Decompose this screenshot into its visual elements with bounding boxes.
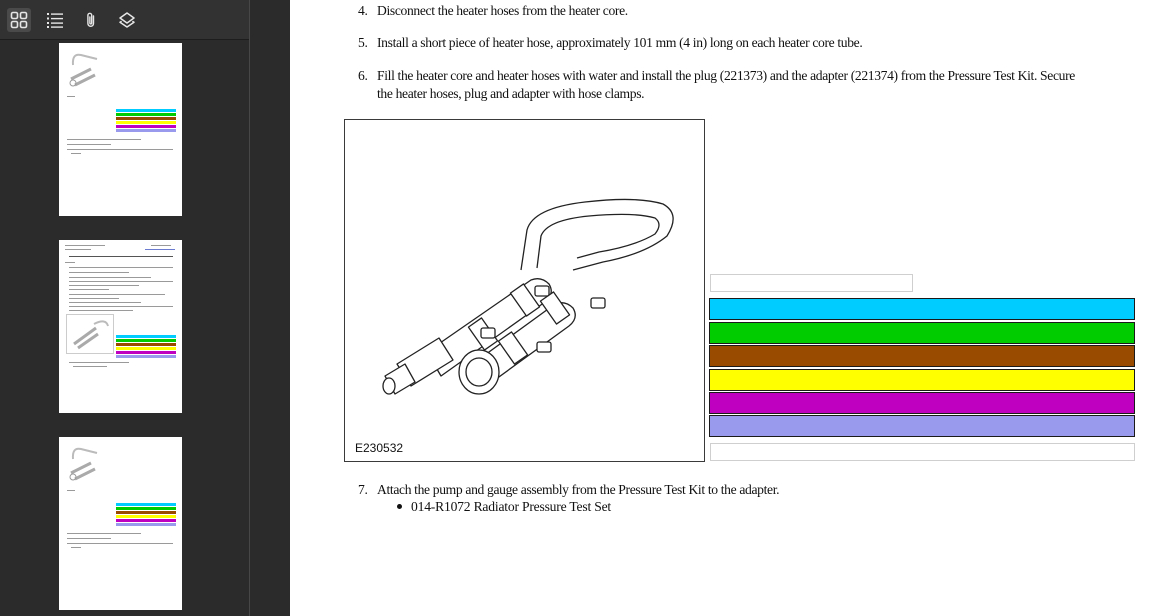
step-number: 4. <box>358 3 368 18</box>
heater-core-pressure-test-drawing <box>345 120 704 430</box>
color-bar-yellow <box>709 369 1135 391</box>
figure-id: E230532 <box>355 441 404 455</box>
attachments-button[interactable] <box>79 8 103 32</box>
empty-bar-top <box>710 274 913 292</box>
thumbnails-icon <box>10 11 28 29</box>
page-thumbnail-3[interactable] <box>59 437 182 610</box>
sidebar <box>0 0 249 616</box>
thumbnail-figure <box>67 49 115 95</box>
thumbnail-figure <box>66 314 114 354</box>
color-bar-brown <box>709 345 1135 367</box>
step-text: Attach the pump and gauge assembly from the Pressure Test Kit to the adapter. <box>377 482 780 497</box>
layers-button[interactable] <box>115 8 139 32</box>
step-number: 6. <box>358 68 368 83</box>
color-bar-cyan <box>709 298 1135 320</box>
color-bar-green <box>709 322 1135 344</box>
page-thumbnail-2[interactable] <box>59 240 182 413</box>
outline-icon <box>46 11 64 29</box>
page-thumbnail-1[interactable] <box>59 43 182 216</box>
tool-bullet <box>397 499 611 515</box>
thumbnail-figure <box>67 443 115 489</box>
tool-name: 014-R1072 Radiator Pressure Test Set <box>411 499 612 514</box>
step-text: Disconnect the heater hoses from the heater core. <box>377 3 628 18</box>
figure-illustration <box>344 119 705 462</box>
sidebar-toolbar <box>0 0 249 40</box>
attachments-icon <box>82 11 100 29</box>
document-page <box>290 0 1162 616</box>
layers-icon <box>118 11 136 29</box>
color-bar-lavender <box>709 415 1135 437</box>
step-number: 5. <box>358 35 368 50</box>
color-bar-magenta <box>709 392 1135 414</box>
outline-button[interactable] <box>43 8 67 32</box>
step-number: 7. <box>358 482 368 497</box>
viewer-gutter <box>250 0 290 616</box>
empty-bar-bottom <box>710 443 1135 461</box>
step-text: Install a short piece of heater hose, approximately 101 mm (4 in) long on each heater core tube. <box>377 35 863 50</box>
step-text: Fill the heater core and heater hoses with water and install the plug (221373) and the adapter (221374) from the Pressure Test Kit. Secure <box>377 68 1075 83</box>
thumbnails-button[interactable] <box>7 8 31 32</box>
bullet-dot <box>397 504 402 509</box>
step-text-continued: the heater hoses, plug and adapter with hose clamps. <box>377 86 645 101</box>
step-6 <box>358 67 1158 107</box>
